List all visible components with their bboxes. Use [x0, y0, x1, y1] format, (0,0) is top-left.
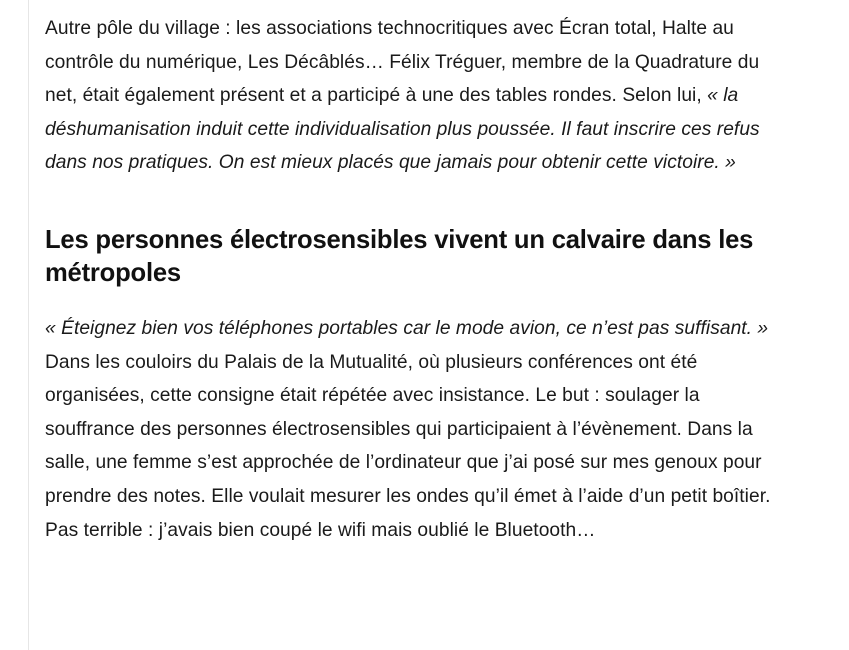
article-body	[45, 12, 785, 547]
article-paragraph	[45, 12, 785, 180]
section-heading: Les personnes électrosensibles vivent un calvaire dans les métropoles	[45, 225, 754, 287]
paragraph-text: Autre pôle du village : les associations technocritiques avec Écran total, Halte au contrôle du numérique, Les Décâblés… Félix Tréguer, membre de la Quadrature du net, était également présent et a participé à une des tables rondes. Selon lui,	[45, 18, 760, 107]
pull-quote: « la déshumanisation induit cette individualisation plus poussée. Il faut inscrire ces refus dans nos pratiques. On est mieux placés que jamais pour obtenir cette victoire. »	[45, 85, 760, 174]
left-border-rule	[28, 0, 29, 650]
article-paragraph	[45, 312, 785, 547]
pull-quote: « Éteignez bien vos téléphones portables car le mode avion, ce n’est pas suffisant. »	[45, 317, 769, 339]
paragraph-text: Dans les couloirs du Palais de la Mutualité, où plusieurs conférences ont été organisées, cette consigne était répétée avec insistance. Le but : soulager la souffrance des personnes électrosensibles qui participaient à l’évènement. Dans la salle, une femme s’est approchée de l’ordinateur que j’ai posé sur mes genoux pour prendre des notes. Elle voulait mesurer les ondes qu’il émet à l’aide d’un petit boîtier. Pas terrible : j’avais bien coupé le wifi mais oublié le Bluetooth…	[45, 351, 771, 541]
